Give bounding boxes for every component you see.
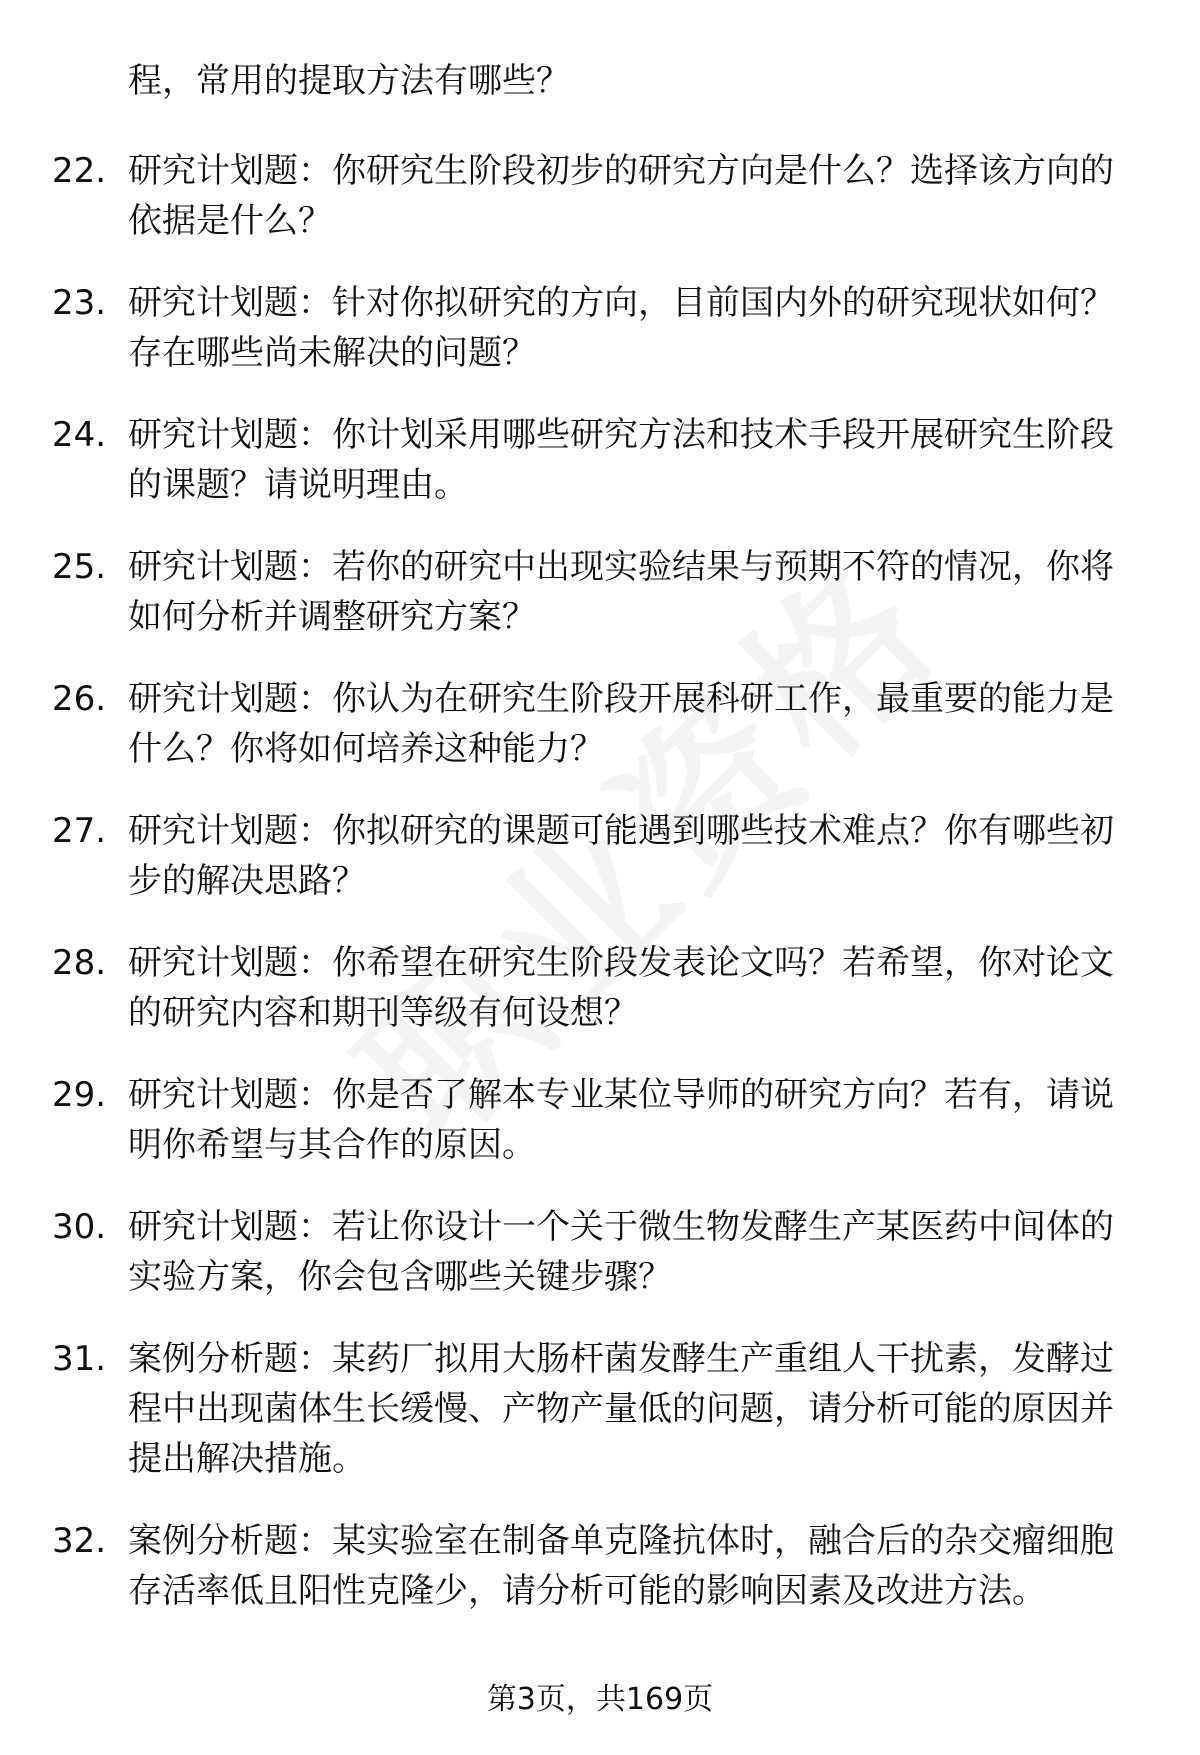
question-text: 研究计划题：你希望在研究生阶段发表论文吗？若希望，你对论文的研究内容和期刊等级有何设想？ — [128, 943, 1114, 1033]
question-text: 研究计划题：针对你拟研究的方向，目前国内外的研究现状如何？存在哪些尚未解决的问题？ — [128, 283, 1114, 373]
question-text: 研究计划题：你计划采用哪些研究方法和技术手段开展研究生阶段的课题？请说明理由。 — [128, 415, 1114, 505]
question-text: 案例分析题：某实验室在制备单克隆抗体时，融合后的杂交瘤细胞存活率低且阳性克隆少，请分析可能的影响因素及改进方法。 — [128, 1521, 1114, 1611]
question-item-24 — [52, 410, 1142, 510]
page-footer: 第3页，共169页 — [486, 1682, 714, 1717]
question-text: 研究计划题：你研究生阶段初步的研究方向是什么？选择该方向的依据是什么？ — [128, 151, 1114, 241]
question-item-32 — [52, 1516, 1142, 1616]
question-number: 27. — [52, 811, 107, 851]
question-number: 24. — [52, 415, 107, 455]
question-number: 22. — [52, 151, 107, 191]
question-item-25 — [52, 542, 1142, 642]
question-item-30 — [52, 1202, 1142, 1302]
question-item-27 — [52, 806, 1142, 906]
continuation-text: 程，常用的提取方法有哪些？ — [128, 61, 570, 101]
question-text: 研究计划题：若你的研究中出现实验结果与预期不符的情况，你将如何分析并调整研究方案？ — [128, 547, 1114, 637]
question-number: 23. — [52, 283, 107, 323]
question-text: 案例分析题：某药厂拟用大肠杆菌发酵生产重组人干扰素，发酵过程中出现菌体生长缓慢、产物产量低的问题，请分析可能的原因并提出解决措施。 — [128, 1339, 1114, 1479]
question-text: 研究计划题：你拟研究的课题可能遇到哪些技术难点？你有哪些初步的解决思路？ — [128, 811, 1114, 901]
question-item-26 — [52, 674, 1142, 774]
question-number: 31. — [52, 1339, 107, 1379]
question-text: 研究计划题：你是否了解本专业某位导师的研究方向？若有，请说明你希望与其合作的原因。 — [128, 1075, 1114, 1165]
question-number: 32. — [52, 1521, 107, 1561]
question-item-28 — [52, 938, 1142, 1038]
question-text: 研究计划题：若让你设计一个关于微生物发酵生产某医药中间体的实验方案，你会包含哪些关键步骤？ — [128, 1207, 1114, 1297]
question-item-31 — [52, 1334, 1142, 1484]
question-item-22 — [52, 146, 1142, 246]
question-text: 研究计划题：你认为在研究生阶段开展科研工作，最重要的能力是什么？你将如何培养这种能力？ — [128, 679, 1114, 769]
question-list — [52, 146, 1142, 1648]
question-number: 28. — [52, 943, 107, 983]
question-number: 30. — [52, 1207, 107, 1247]
question-item-29 — [52, 1070, 1142, 1170]
question-number: 26. — [52, 679, 107, 719]
question-item-23 — [52, 278, 1142, 378]
question-number: 29. — [52, 1075, 107, 1115]
question-number: 25. — [52, 547, 107, 587]
